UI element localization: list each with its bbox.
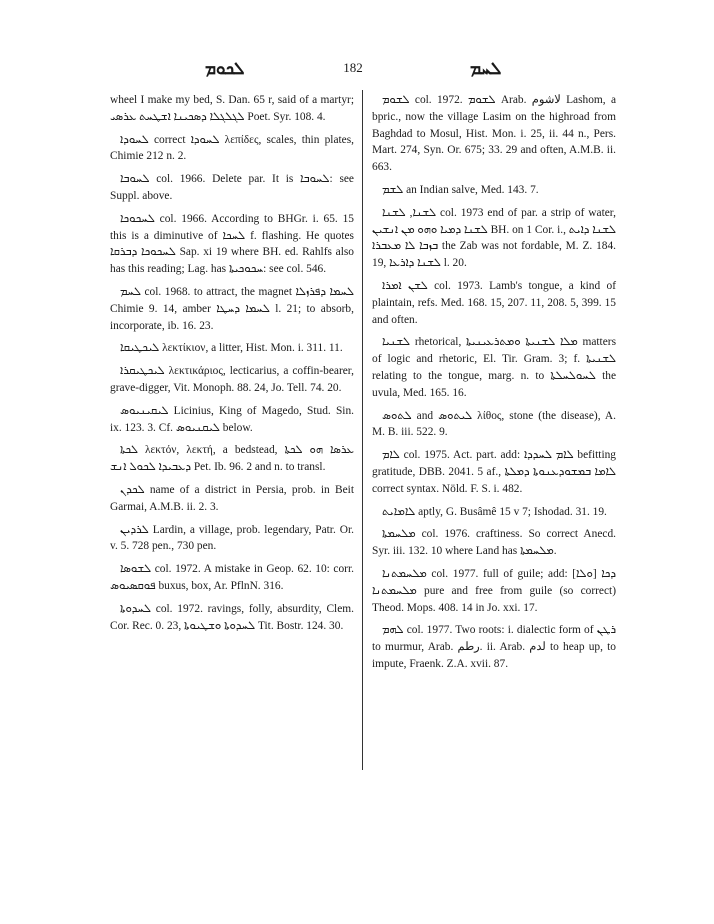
right-column <box>372 92 616 679</box>
dictionary-entry: ܠܬܘܣ and ܠܝܬܘܣ λίθος, stone (the disease), A. M. B. iii. 522. 9. <box>372 409 616 439</box>
dictionary-entry: ܠܚܘܕܐ correct ܠܚܘܕܐ λεπίδες, scales, thin plates, Chimie 212 n. 2. <box>110 133 355 163</box>
dictionary-entry: ܠܪܕܝܢ Lardin, a village, prob. legendary, Patr. Or. v. 5. 728 pen., 730 pen. <box>110 523 354 553</box>
dictionary-entry: ܠܐܡ col. 1975. Act. part. add: ܠܐܡ ܠܚܕܕܐ befitting gratitude, DBB. 2041. 5 af., ܠܐܡܐ ܒܡܫܘܕܥܢܘܬܐ ܕܡܠܬܐ correct syntax. Nöld. F. S. i. 482. <box>372 449 616 495</box>
dictionary-entry: ܠܟܕܢ name of a district in Persia, prob. in Beit Garmai, A.M.B. ii. 2. 3. <box>110 483 354 513</box>
dictionary-entry: ܠܐܡܐܝܬ aptly, G. Busâmê 15 v 7; Ishodad. 31. 19. <box>382 505 607 518</box>
dictionary-entry: ܠܫܢ ܐܡܪܐ col. 1973. Lamb's tongue, a kind of plaintain, refs. Med. 168. 15, 207. 11, 208. 5, 399. 15 and often. <box>372 279 616 326</box>
dictionary-entry: ܠܚܘܒܐ col. 1966. Delete par. It is ܠܚܘܒܐ: see Suppl. above. <box>110 173 354 202</box>
dictionary-entry: ܡܠܚܡܬܢܐ col. 1977. full of guile; add: ܕܟܐ [ܘܠܐ] ܡܠܚܡܬܢܐ pure and free from guile (so correct) Theod. Mops. 408. 14 in Jo. xxi. 17. <box>372 567 616 614</box>
dictionary-entry: ܠܫܢܝܐ rhetorical, ܡܠܐ ܠܫܢܝܬܐ ܘܡܬܪܥܝܢܝܬܐ matters of logic and rhetoric, El. Tir. Gram. 3; f. ܠܫܢܝܬܐ relating to the tongue, marg. n. to ܠܚܘܠܚܠܬܐ the uvula, Med. 165. 16. <box>372 336 617 399</box>
dictionary-entry: ܠܚܕܘܬܐ col. 1972. ravings, folly, absurdity, Clem. Cor. Rec. 0. 23, ܠܚܕܘܬܐ ܘܫܛܝܘܬܐ Tit. Bostr. 124. 30. <box>110 602 354 632</box>
dictionary-entry: wheel I make my bed, S. Dan. 65 r, said of a martyr; ܠܓܠܓܠܐ ܕܣܟܝܢܐ ܐܫܛܚܬ ܥܪܣܝ Poet. Syr. 108. 4. <box>110 94 354 123</box>
column-divider <box>362 90 363 770</box>
dictionary-entry: ܠܚܡ col. 1968. to attract, the magnet ܠܚܡܐ ܕܦܪܙܠܐ Chimie 9. 14, amber ܠܚܡܐ ܕܚܛܐ l. 21; to absorb, incorporate, ib. 16. 23. <box>110 285 354 332</box>
left-column <box>110 92 354 640</box>
dictionary-entry: ܠܟܬܐ λεκτόν, λεκτή, a bedstead, ܥܪܣܐ ܗܘ ܠܟܬܐ ܕܥܒܝܕܐ ܠܟܘܠ ܐܢܫ Pet. Ib. 96. 2 and n. to transl. <box>110 444 354 474</box>
page-header <box>108 58 598 82</box>
dictionary-entry: ܠܝܟܛܝܩܪܐ λεκτικάριος, lecticarius, a coffin-bearer, grave-digger, Vit. Monoph. 88. 24, Jo. Tell. 74. 20. <box>110 365 354 394</box>
dictionary-entry: ܠܫܢܐ, ܠܫܢܐ col. 1973 end of par. a strip of water, ܠܫܢܐ ܕܡܝܐ ܘܗܘ ܡܢ ܐܢܫܝܢ BH. on 1 Cor. i., ܠܫܢܐ ܕܐܝܬ ܒܙܒܐ ܠܐ ܡܥܒܪܐ the Zab was not fordable, M. Z. 184. 19, ܠܫܢܐ ܕܐܪܥܐ l. 20. <box>372 206 617 270</box>
dictionary-entry: ܠܚܟܘܟܐ col. 1966. According to BHGr. i. 65. 15 this is a diminutive of ܠܚܟܐ f. flashing. He quotes ܠܚܟܘܟܐ ܕܒܪܩܐ Sap. xi 19 where BH. ed. Rahlfs also has this reading; Lag. has ܚܟܘܟܝܬܐ: see col. 546. <box>110 212 354 276</box>
page-number: 182 <box>343 60 363 75</box>
dictionary-entry: ܠܝܩܝܢܝܘܣ Licinius, King of Magedo, Stud. Sin. ix. 123. 3. Cf. ܠܝܩܢܝܘܣ below. <box>110 404 354 434</box>
dictionary-entry: ܠܫܡ an Indian salve, Med. 143. 7. <box>382 183 539 196</box>
dictionary-entry: ܡܠܚܡܬܐ col. 1976. craftiness. So correct Anecd. Syr. iii. 132. 10 where Land has ܡܠܚܡܬܐ. <box>372 528 616 558</box>
dictionary-entry: ܠܫܘܡ col. 1972. ܠܫܘܡ Arab. لاشوم Lashom, a bpric., now the village Lasim on the highroad from Baghdad to Mosul, Hist. Mon. i. 25, ii. 44 n., Pers. Mart. 274, Syn. Or. 675; 33. 29 and often, A.M.B. ii. 663. <box>372 94 617 174</box>
dictionary-entry: ܠܝܟܛܝܩܐ λεκτίκιον, a litter, Hist. Mon. i. 311. 11. <box>120 342 343 355</box>
dictionary-entry: ܠܫܘܣܐ col. 1972. A mistake in Geop. 62. 10: corr. ܦܘܩܣܝܘܣ buxus, box, Ar. PflnN. 316. <box>110 563 354 592</box>
header-right-word: ܠܚܡ <box>470 59 502 79</box>
dictionary-entry: ܠܗܡ col. 1977. Two roots: i. dialectic form of ܪܛܢ to murmur, Arab. رطم. ii. Arab. لدم to heap up, to impute, Fraenk. Z.A. xvii. 87. <box>372 624 617 670</box>
header-left-word: ܠܟܘܡ <box>205 59 245 79</box>
